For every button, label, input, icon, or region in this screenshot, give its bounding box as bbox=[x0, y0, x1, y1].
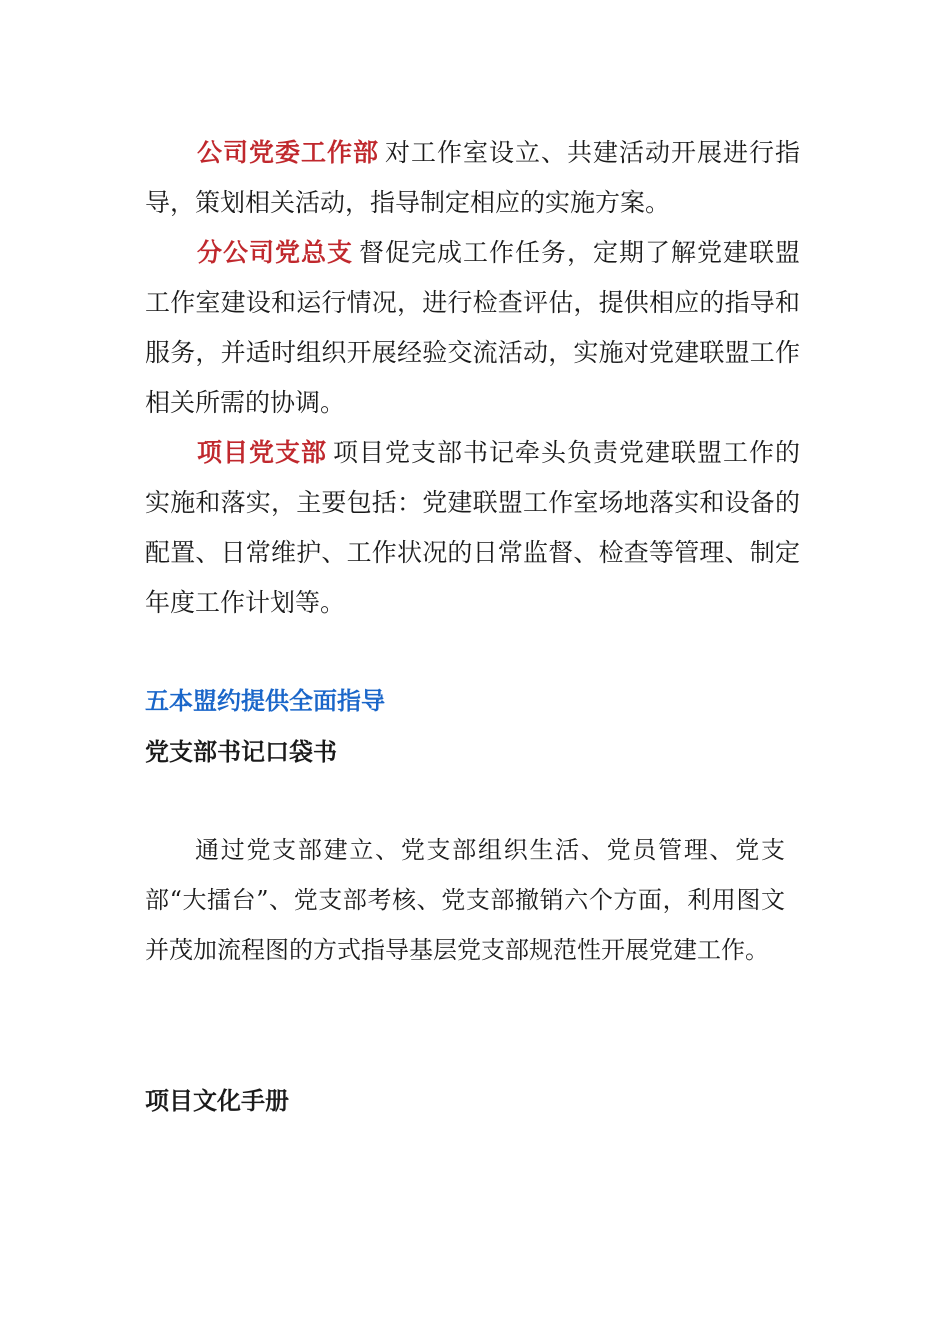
book1-title: 党支部书记口袋书 bbox=[145, 738, 337, 766]
responsibility-text: 对工作室设立、共建活动开展进行指导，策划相关活动，指导制定相应的实施方案。 bbox=[145, 138, 800, 217]
responsibility-lead: 公司党委工作部 bbox=[197, 138, 379, 167]
book1-description: 通过党支部建立、党支部组织生活、党员管理、党支部“大擂台”、党支部考核、党支部撤销六个方面，利用图文并茂加流程图的方式指导基层党支部规范性开展党建工作。 bbox=[145, 836, 785, 964]
responsibility-lead: 项目党支部 bbox=[197, 438, 327, 467]
responsibility-lead: 分公司党总支 bbox=[197, 238, 353, 267]
responsibility-paragraph-branch-general bbox=[145, 228, 800, 428]
responsibility-text: 督促完成工作任务，定期了解党建联盟工作室建设和运行情况，进行检查评估，提供相应的指导和服务，并适时组织开展经验交流活动，实施对党建联盟工作相关所需的协调。 bbox=[145, 238, 800, 417]
responsibility-paragraph-project-branch bbox=[145, 428, 800, 628]
responsibility-paragraph-party-committee bbox=[145, 128, 800, 228]
document-page bbox=[145, 128, 800, 1115]
responsibility-text: 项目党支部书记牵头负责党建联盟工作的实施和落实，主要包括：党建联盟工作室场地落实和设备的配置、日常维护、工作状况的日常监督、检查等管理、制定年度工作计划等。 bbox=[145, 438, 800, 617]
book2-title: 项目文化手册 bbox=[145, 1087, 289, 1115]
section-title: 五本盟约提供全面指导 bbox=[145, 687, 385, 715]
